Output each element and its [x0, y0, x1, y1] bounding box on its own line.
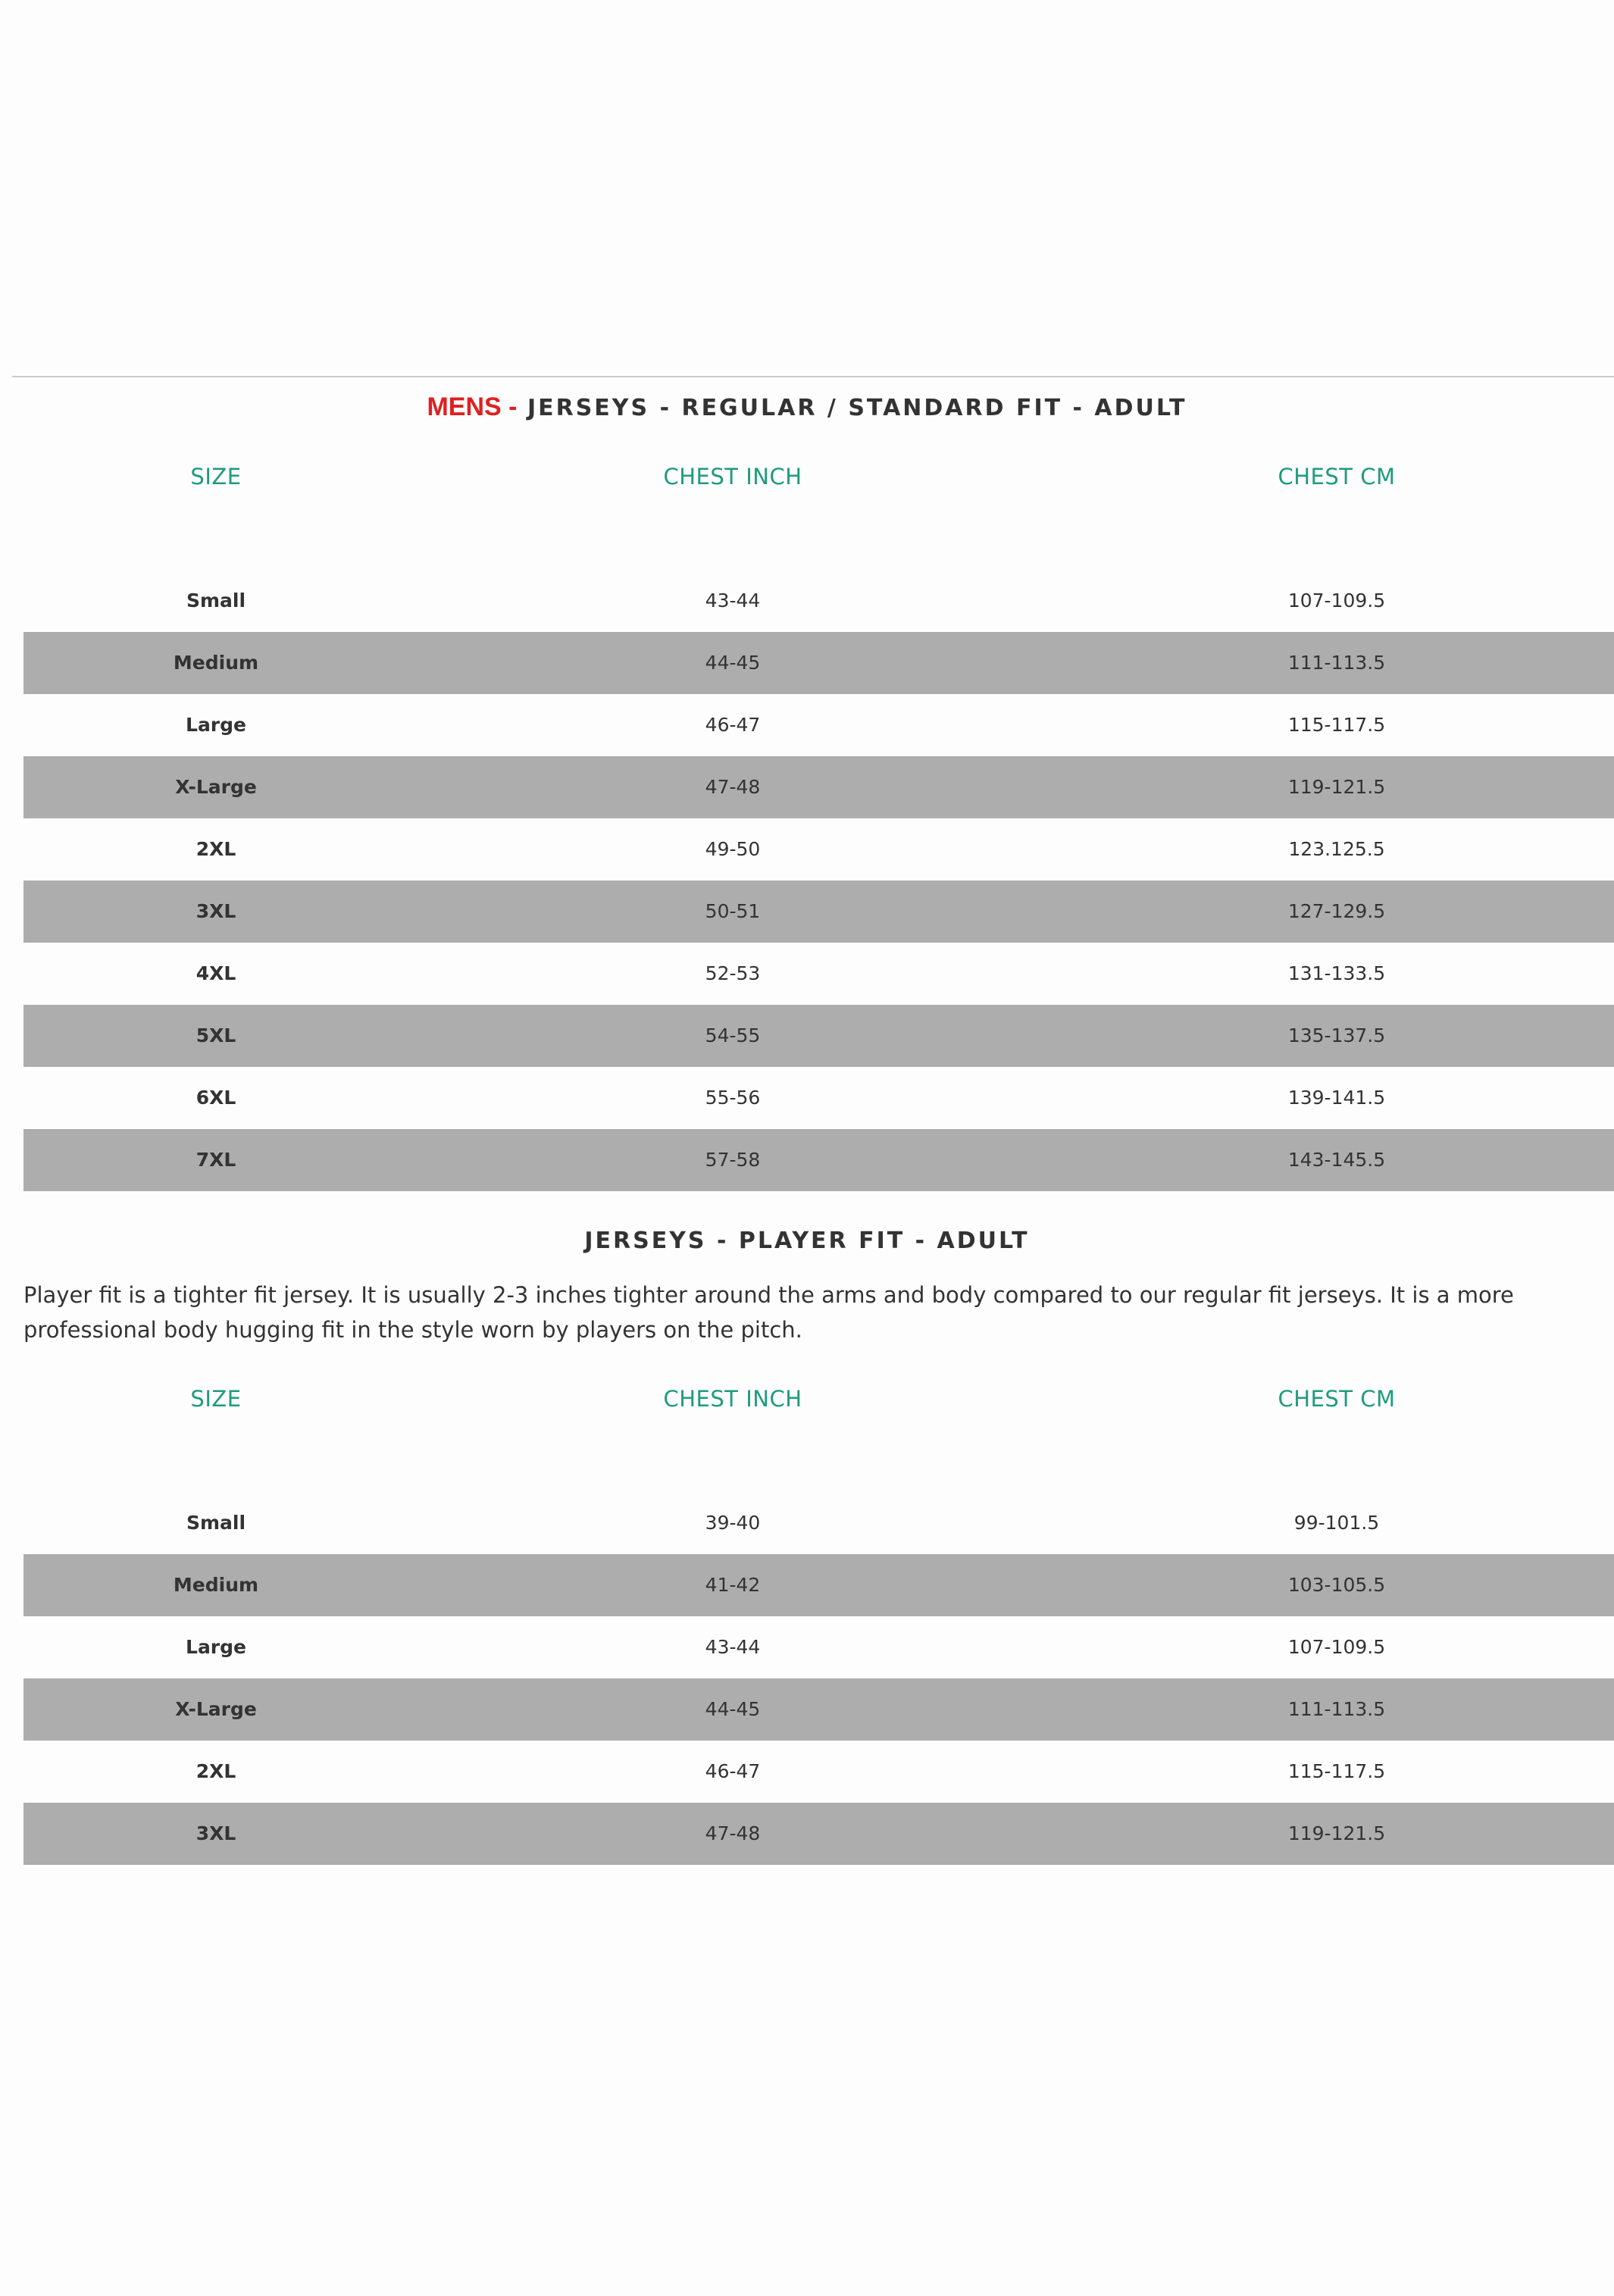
size-cell: X-Large	[175, 776, 257, 798]
table-row	[23, 818, 1614, 881]
top-divider	[12, 376, 1614, 377]
size-cell: 5XL	[195, 1024, 236, 1046]
size-cell: 2XL	[195, 838, 236, 860]
column-header-chest-inch: CHEST INCH	[663, 464, 802, 490]
table-row	[23, 943, 1614, 1005]
chest-cm-cell: 143-145.5	[1287, 1149, 1386, 1171]
chest-inch-cell: 47-48	[705, 776, 761, 798]
chest-inch-cell: 41-42	[705, 1574, 761, 1596]
size-table-player-fit	[23, 1492, 1614, 1865]
size-cell: Small	[186, 590, 246, 612]
column-header-size: SIZE	[190, 464, 242, 490]
chest-cm-cell: 123.125.5	[1288, 838, 1385, 860]
chest-inch-cell: 39-40	[705, 1512, 761, 1534]
chest-inch-cell: 47-48	[705, 1822, 761, 1844]
chest-cm-cell: 115-117.5	[1287, 1760, 1386, 1782]
table-row	[23, 1067, 1614, 1129]
table-row	[23, 1492, 1614, 1554]
chest-cm-cell: 103-105.5	[1287, 1574, 1386, 1596]
size-cell: 3XL	[195, 900, 236, 922]
table-row	[23, 632, 1614, 694]
chest-inch-cell: 55-56	[705, 1087, 761, 1109]
chest-inch-cell: 52-53	[705, 962, 761, 984]
chest-cm-cell: 99-101.5	[1293, 1512, 1380, 1534]
chest-cm-cell: 115-117.5	[1287, 714, 1386, 736]
size-cell: Medium	[173, 652, 259, 674]
size-cell: X-Large	[175, 1698, 257, 1720]
chest-inch-cell: 46-47	[705, 714, 761, 736]
table-header-player-fit	[23, 1386, 1614, 1424]
table-row	[23, 1616, 1614, 1678]
chest-inch-cell: 46-47	[705, 1760, 761, 1782]
chest-cm-cell: 119-121.5	[1287, 776, 1386, 798]
column-header-size: SIZE	[190, 1386, 242, 1412]
chest-inch-cell: 44-45	[705, 1698, 761, 1720]
column-header-chest-cm: CHEST CM	[1278, 464, 1396, 490]
chest-inch-cell: 50-51	[705, 900, 761, 922]
chest-cm-cell: 135-137.5	[1287, 1024, 1386, 1046]
chest-cm-cell: 131-133.5	[1287, 962, 1386, 984]
chest-cm-cell: 139-141.5	[1287, 1087, 1386, 1109]
size-cell: Small	[186, 1512, 246, 1534]
chest-cm-cell: 111-113.5	[1287, 1698, 1386, 1720]
table-header-regular-fit	[23, 464, 1614, 502]
column-header-chest-inch: CHEST INCH	[663, 1386, 802, 1412]
table-row	[23, 570, 1614, 632]
table-row	[23, 694, 1614, 756]
size-cell: 7XL	[195, 1149, 236, 1171]
chest-cm-cell: 107-109.5	[1287, 590, 1386, 612]
table-row	[23, 1803, 1614, 1865]
title-accent-mens: MENS -	[427, 393, 518, 421]
chest-cm-cell: 107-109.5	[1287, 1636, 1386, 1658]
chest-inch-cell: 43-44	[705, 590, 761, 612]
table-row	[23, 1678, 1614, 1741]
chest-inch-cell: 54-55	[705, 1024, 761, 1046]
column-header-chest-cm: CHEST CM	[1278, 1386, 1396, 1412]
player-fit-description: Player fit is a tighter fit jersey. It is usually 2-3 inches tighter around the arms and body compared to our regular fit jerseys. It is a more professional body hugging fit in the style worn by players on the pitch.	[23, 1282, 1514, 1343]
chest-inch-cell: 49-50	[705, 838, 761, 860]
size-table-regular-fit	[23, 570, 1614, 1191]
chest-cm-cell: 111-113.5	[1287, 652, 1386, 674]
size-cell: 3XL	[195, 1822, 236, 1844]
table-row	[23, 1554, 1614, 1616]
size-cell: Large	[186, 1636, 246, 1658]
size-cell: Large	[186, 714, 246, 736]
section-title-regular-fit	[0, 393, 1614, 422]
table-row	[23, 756, 1614, 818]
size-cell: 2XL	[195, 1760, 236, 1782]
size-cell: 6XL	[195, 1087, 236, 1109]
chest-cm-cell: 119-121.5	[1287, 1822, 1386, 1844]
table-row	[23, 1129, 1614, 1191]
chest-inch-cell: 57-58	[705, 1149, 761, 1171]
size-cell: Medium	[173, 1574, 259, 1596]
table-row	[23, 1005, 1614, 1067]
title-text: JERSEYS - REGULAR / STANDARD FIT - ADULT	[527, 395, 1187, 421]
size-cell: 4XL	[195, 962, 236, 984]
table-row	[23, 881, 1614, 943]
chest-inch-cell: 43-44	[705, 1636, 761, 1658]
chest-cm-cell: 127-129.5	[1287, 900, 1386, 922]
section-title-player-fit: JERSEYS - PLAYER FIT - ADULT	[584, 1228, 1030, 1254]
table-row	[23, 1741, 1614, 1803]
chest-inch-cell: 44-45	[705, 652, 761, 674]
